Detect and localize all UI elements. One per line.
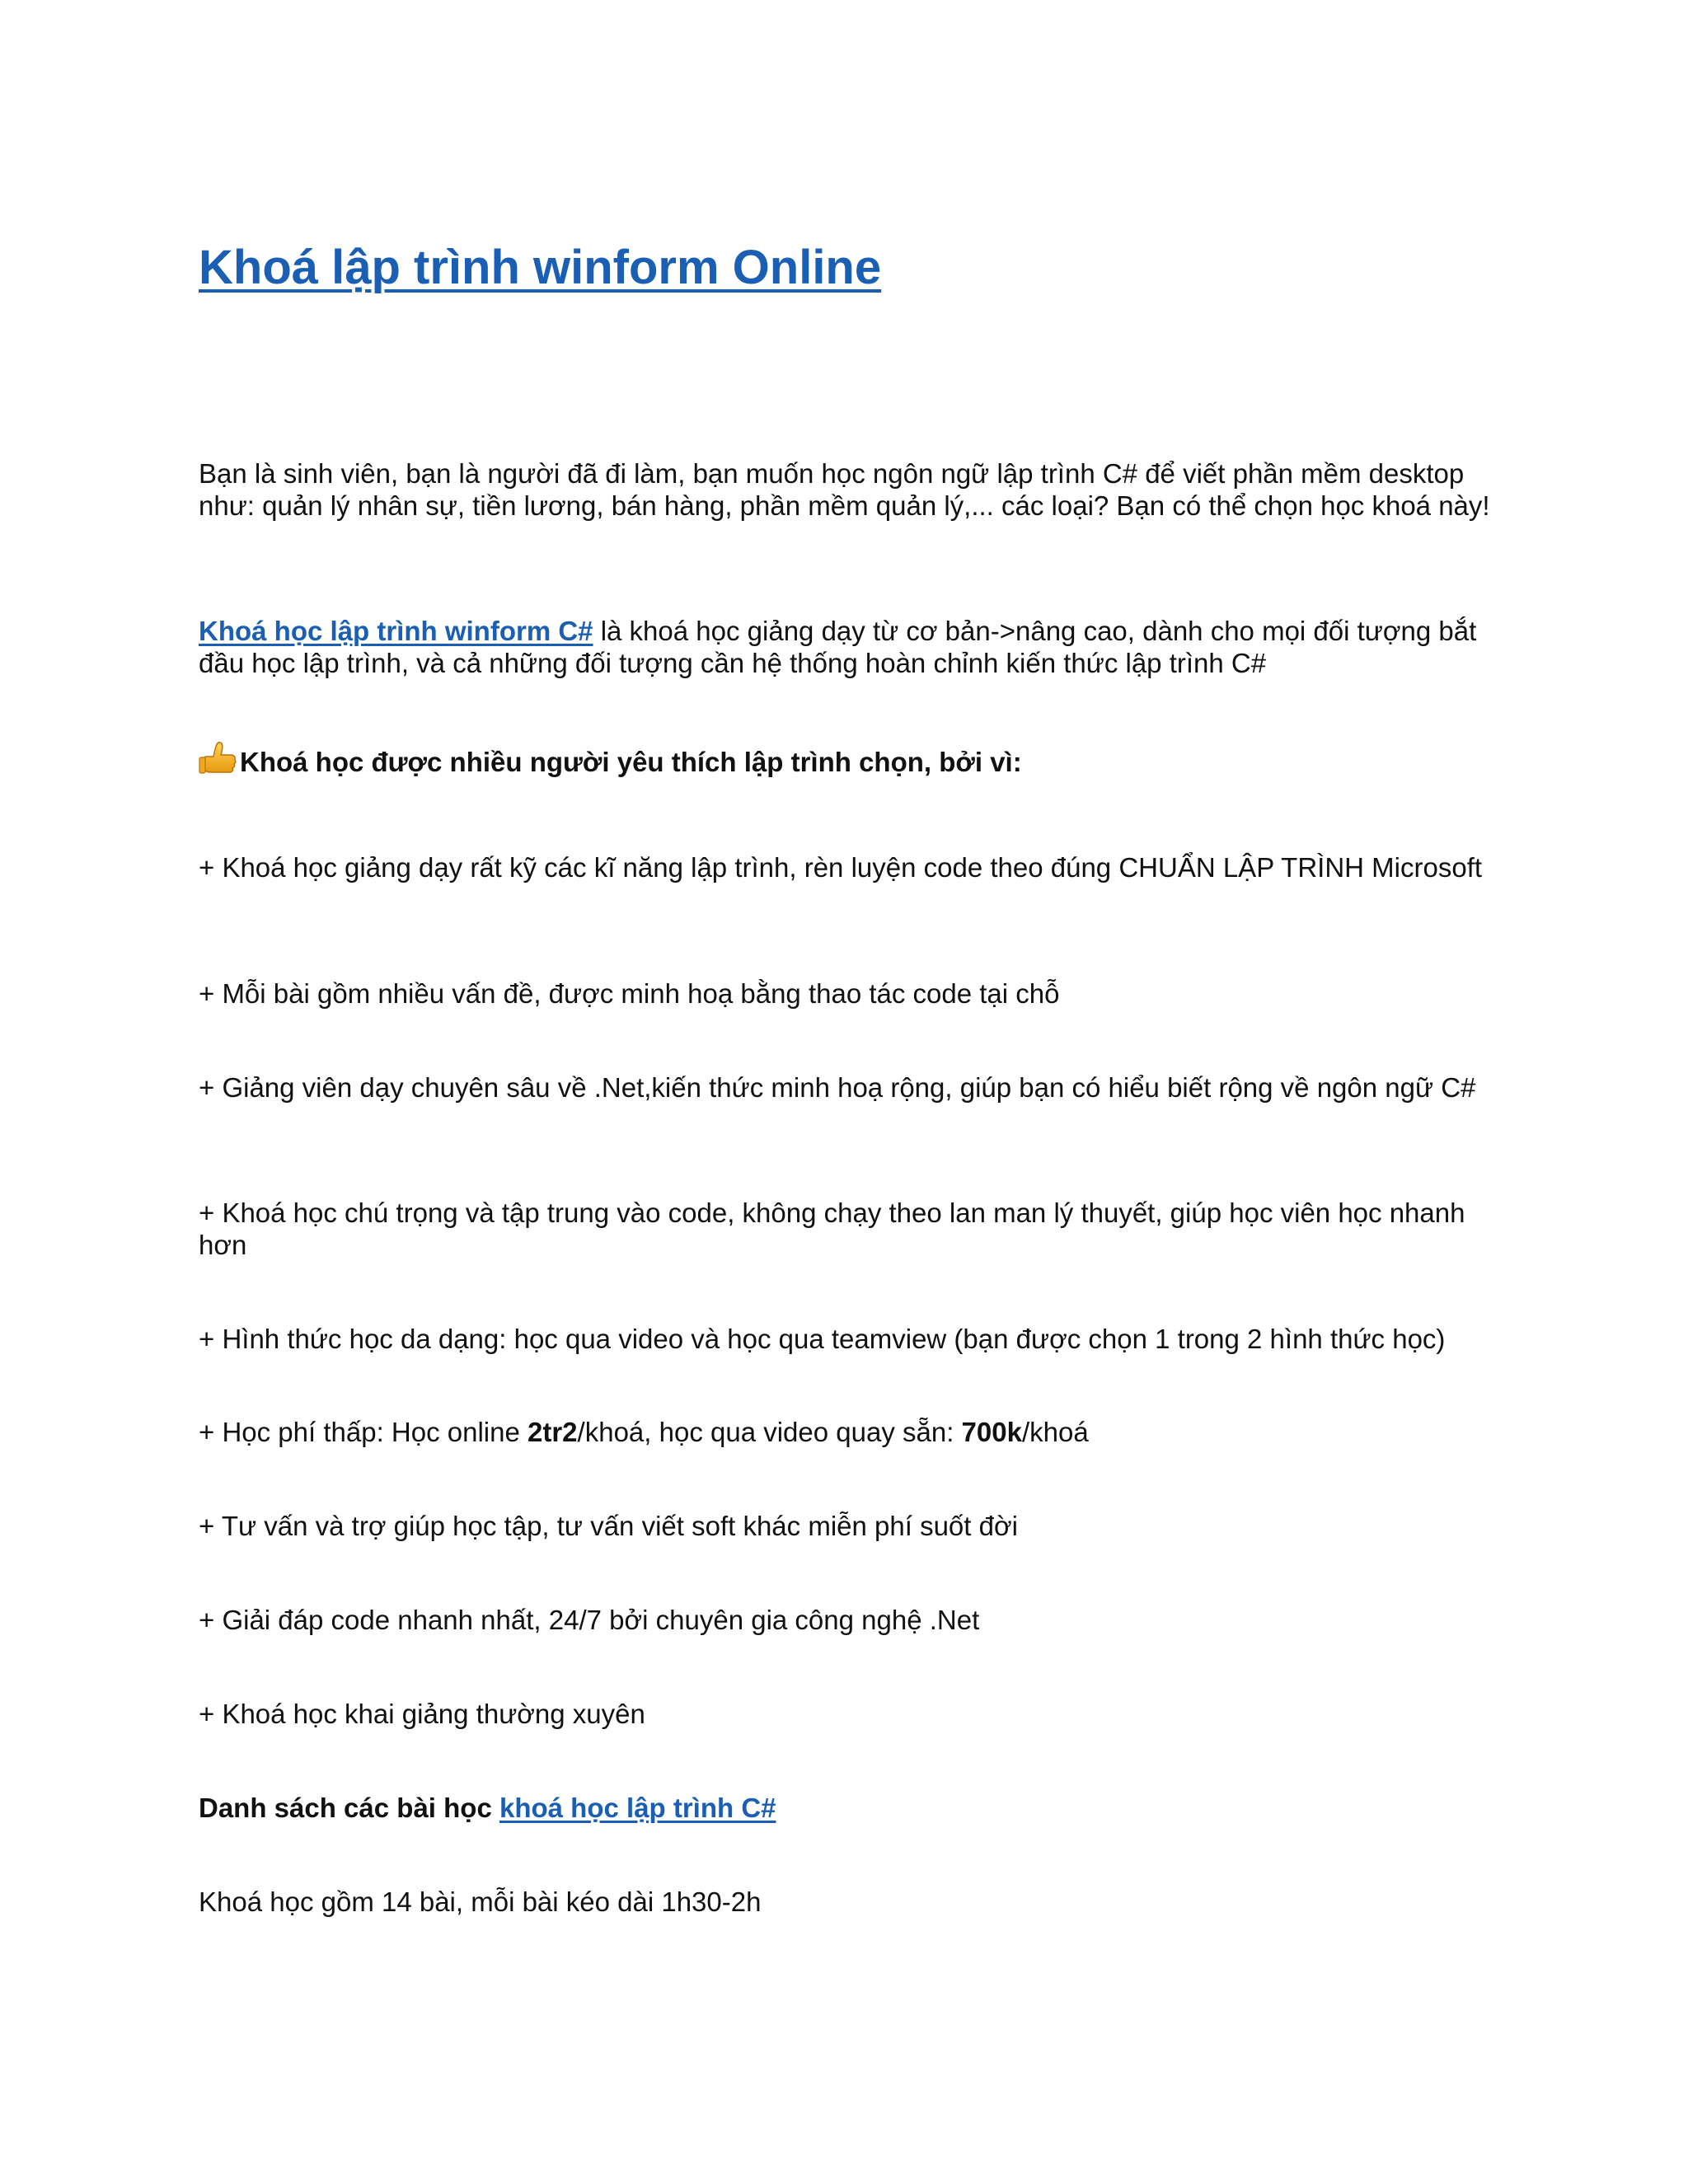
reason-item: + Khoá học khai giảng thường xuyên xyxy=(199,1699,645,1729)
fee-prefix: + Học phí thấp: Học online xyxy=(199,1417,528,1447)
thumbs-up-icon xyxy=(199,740,238,778)
lessons-heading-text: Danh sách các bài học xyxy=(199,1793,499,1823)
fee-video-price: 700k xyxy=(961,1417,1022,1447)
title-link[interactable]: Khoá lập trình winform Online xyxy=(199,241,882,294)
reason-item: + Khoá học chú trọng và tập trung vào code, không chạy theo lan man lý thuyết, giúp học viên học nhanh hơn xyxy=(199,1197,1465,1260)
reason-item: + Tư vấn và trợ giúp học tập, tư vấn viết soft khác miễn phí suốt đời xyxy=(199,1511,1018,1541)
course-link[interactable]: Khoá học lập trình winform C# xyxy=(199,616,593,646)
reasons-heading-text: Khoá học được nhiều người yêu thích lập trình chọn, bởi vì: xyxy=(240,747,1022,777)
reason-item: + Khoá học giảng dạy rất kỹ các kĩ năng lập trình, rèn luyện code theo đúng CHUẨN LẬP TRÌNH Microsoft xyxy=(199,852,1483,883)
fee-suffix: /khoá xyxy=(1021,1417,1089,1447)
reason-item: + Hình thức học da dạng: học qua video và học qua teamview (bạn được chọn 1 trong 2 hình thức học) xyxy=(199,1324,1446,1354)
reason-item: + Mỗi bài gồm nhiều vấn đề, được minh hoạ bằng thao tác code tại chỗ xyxy=(199,978,1060,1009)
fee-online-price: 2tr2 xyxy=(528,1417,578,1447)
intro-paragraph: Bạn là sinh viên, bạn là người đã đi làm, bạn muốn học ngôn ngữ lập trình C# để viết phần mềm desktop như: quản lý nhân sự, tiền lương, bán hàng, phần mềm quản lý,... các loại? Bạn có thể chọn học khoá này! xyxy=(199,458,1490,521)
lessons-link[interactable]: khoá học lập trình C# xyxy=(499,1793,776,1823)
lessons-heading xyxy=(199,1792,1493,1824)
page-title xyxy=(199,239,881,297)
lessons-summary: Khoá học gồm 14 bài, mỗi bài kéo dài 1h30-2h xyxy=(199,1886,762,1917)
reasons-heading xyxy=(199,740,1493,778)
fee-item xyxy=(199,1416,1493,1448)
reason-item: + Giảng viên dạy chuyên sâu về .Net,kiến thức minh hoạ rộng, giúp bạn có hiểu biết rộng về ngôn ngữ C# xyxy=(199,1072,1476,1103)
fee-middle: /khoá, học qua video quay sẵn: xyxy=(577,1417,962,1447)
course-description: là khoá học giảng dạy từ cơ bản->nâng cao, dành cho mọi đối tượng bắt đầu học lập trình, và cả những đối tượng cần hệ thống hoàn chỉnh kiến thức lập trình C# xyxy=(199,616,1477,678)
course-paragraph xyxy=(199,615,1493,679)
reason-item: + Giải đáp code nhanh nhất, 24/7 bởi chuyên gia công nghệ .Net xyxy=(199,1605,980,1635)
